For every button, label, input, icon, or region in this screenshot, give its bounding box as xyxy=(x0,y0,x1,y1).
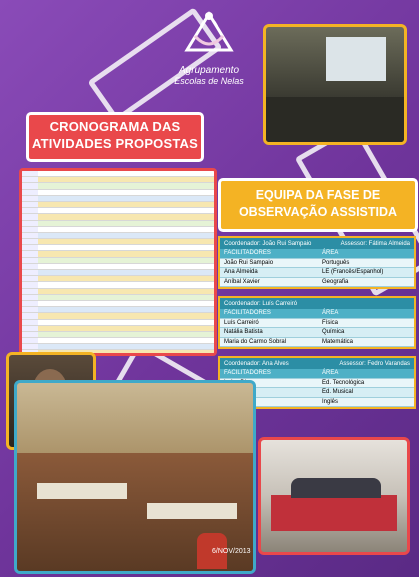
equipa-title-line1: EQUIPA DA FASE DE xyxy=(255,188,381,202)
photo-classroom xyxy=(14,380,256,574)
facilitator-name: Ana Almeida xyxy=(224,269,258,276)
table-row xyxy=(220,259,414,269)
logo-name-line2: Escolas de Nelas xyxy=(174,76,244,86)
col-facilitadores: FACILITADORES xyxy=(224,250,271,257)
photo-meeting-table xyxy=(258,437,410,555)
team-coordinator: Coordenador: João Rui Sampaio xyxy=(224,240,312,247)
team-assessor: Assessor: Fátima Almeida xyxy=(340,240,410,247)
team-coordinator: Coordenador: Luís Carreiró xyxy=(224,300,298,307)
team-column-headers xyxy=(220,369,414,379)
schedule-table xyxy=(19,168,217,356)
col-area: ÁREA xyxy=(322,370,339,377)
team-header xyxy=(220,238,414,249)
facilitator-area: Química xyxy=(322,329,345,336)
team-table-1 xyxy=(218,236,416,289)
table-row xyxy=(220,278,414,288)
logo-name-line1: Agrupamento xyxy=(178,65,240,76)
audience-area xyxy=(266,97,404,142)
facilitator-name: Luís Carreiró xyxy=(224,319,259,326)
equipa-title-line2: OBSERVAÇÃO ASSISTIDA xyxy=(238,205,398,219)
facilitator-area: Física xyxy=(322,319,339,326)
facilitator-name: Aníbal Xavier xyxy=(224,278,260,285)
col-area: ÁREA xyxy=(322,310,339,317)
facilitator-name: Maria do Carmo Sobral xyxy=(224,338,287,345)
photo-date: 6/NOV/2013 xyxy=(212,548,251,555)
table-row xyxy=(220,338,414,348)
equipa-title xyxy=(218,178,418,232)
team-column-headers xyxy=(220,309,414,319)
cronograma-title xyxy=(26,112,204,162)
facilitator-name: João Rui Sampaio xyxy=(224,259,274,266)
facilitator-area: Geografia xyxy=(322,278,349,285)
meeting-table xyxy=(271,495,397,531)
participants xyxy=(291,478,381,498)
cronograma-title-line1: CRONOGRAMA DAS xyxy=(49,119,181,134)
col-area: ÁREA xyxy=(322,250,339,257)
table-row xyxy=(220,319,414,329)
col-facilitadores: FACILITADORES xyxy=(224,310,271,317)
photo-conference-room xyxy=(263,24,407,145)
facilitator-area: Ed. Tecnológica xyxy=(322,379,365,386)
facilitator-area: Português xyxy=(322,259,350,266)
team-coordinator: Coordenador: Ana Alves xyxy=(224,360,289,367)
col-facilitadores: FACILITADORES xyxy=(224,370,271,377)
logo-mark-icon xyxy=(181,6,237,58)
facilitator-name: Natália Batista xyxy=(224,329,263,336)
facilitator-area: Ed. Musical xyxy=(322,389,354,396)
team-column-headers xyxy=(220,249,414,259)
classroom-desk xyxy=(147,503,237,519)
classroom-desk xyxy=(37,483,127,499)
facilitator-area: LE (Francês/Espanhol) xyxy=(322,269,384,276)
team-header xyxy=(220,358,414,369)
team-header xyxy=(220,298,414,309)
projection-screen xyxy=(326,37,386,81)
facilitator-area: Matemática xyxy=(322,338,354,345)
cronograma-title-line2: ATIVIDADES PROPOSTAS xyxy=(31,136,199,151)
table-row xyxy=(220,328,414,338)
school-logo xyxy=(166,2,252,94)
table-row xyxy=(220,268,414,278)
team-table-2 xyxy=(218,296,416,349)
team-assessor: Assessor: Fedro Varandas xyxy=(339,360,410,367)
facilitator-area: Inglês xyxy=(322,398,339,405)
